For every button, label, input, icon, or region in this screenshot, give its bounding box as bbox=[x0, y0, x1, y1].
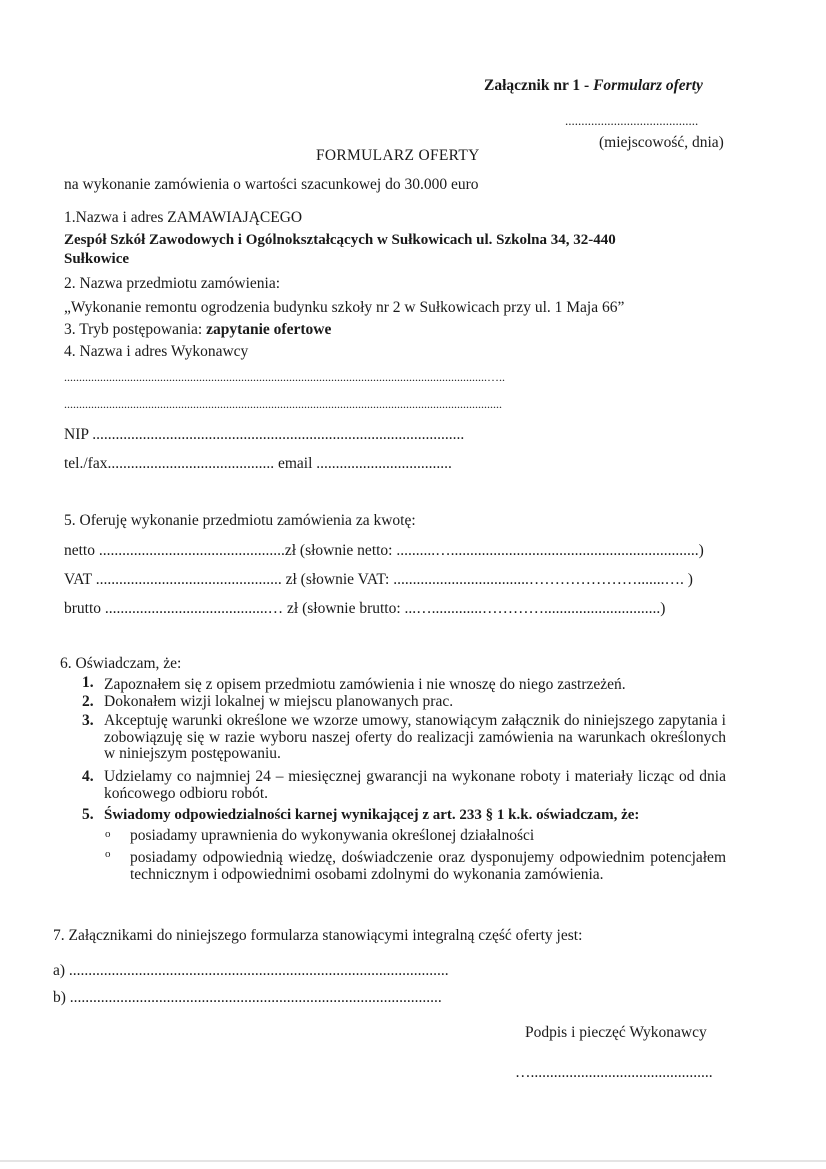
procedure-line bbox=[64, 321, 331, 339]
declaration-text: Udzielamy co najmniej 24 – miesięcznej gwarancji na wykonane roboty i materiały licząc od dnia końcowego odbioru robót. bbox=[104, 768, 726, 802]
form-subtitle: na wykonanie zamówienia o wartości szacunkowej do 30.000 euro bbox=[64, 176, 479, 193]
bullet-circle-icon: o bbox=[105, 828, 111, 840]
procedure-label: 3. Tryb postępowania: bbox=[64, 321, 207, 338]
bullet-circle-icon: o bbox=[105, 848, 111, 860]
signature-dots[interactable]: …............................................... bbox=[515, 1064, 713, 1081]
attachment-b-field[interactable]: b) ................................................................................................ bbox=[53, 989, 442, 1006]
bullet-text: posiadamy uprawnienia do wykonywania określonej działalności bbox=[130, 827, 535, 844]
client-name-line2: Sułkowice bbox=[64, 251, 130, 267]
declaration-text: Dokonałem wizji lokalnej w miejscu planowanych prac. bbox=[104, 693, 454, 710]
declaration-number: 5. bbox=[82, 806, 94, 823]
contractor-line-2[interactable]: .................................................................................................................................................. bbox=[64, 398, 502, 411]
form-title: FORMULARZ OFERTY bbox=[316, 147, 480, 164]
tel-email-field[interactable]: tel./fax........................................... email ................................... bbox=[64, 455, 452, 472]
place-date-dots: ......................................... bbox=[565, 114, 699, 128]
price-label: 5. Oferuję wykonanie przedmiotu zamówienia za kwotę: bbox=[64, 512, 416, 529]
procedure-value: zapytanie ofertowe bbox=[206, 321, 332, 338]
signature-label: Podpis i pieczęć Wykonawcy bbox=[525, 1024, 707, 1041]
declarations-label: 6. Oświadczam, że: bbox=[60, 655, 182, 672]
price-vat-field[interactable]: VAT ................................................ zł (słownie VAT: ...................................………………….......…. ) bbox=[64, 571, 693, 588]
nip-field[interactable]: NIP ................................................................................................ bbox=[64, 426, 465, 443]
declaration-number: 1. bbox=[82, 674, 94, 691]
declaration-text: Zapoznałem się z opisem przedmiotu zamówienia i nie wnoszę do niego zastrzeżeń. bbox=[104, 676, 626, 693]
declaration-number: 3. bbox=[82, 712, 94, 729]
contractor-line-1[interactable]: .............................................................................................................................................….. bbox=[64, 371, 505, 384]
attachment-a-field[interactable]: a) .................................................................................................. bbox=[53, 962, 449, 979]
annex-separator: - bbox=[580, 77, 594, 94]
bullet-text: posiadamy odpowiednią wiedzę, doświadczenie oraz dysponujemy odpowiednim potencjałem technicznym i odpowiednimi osobami zdolnymi do wykonania zamówienia. bbox=[130, 849, 726, 883]
attachments-label: 7. Załącznikami do niniejszego formularza stanowiącymi integralną część oferty jest: bbox=[53, 927, 583, 944]
declaration-text: Akceptuję warunki określone we wzorze umowy, stanowiącym załącznik do niniejszego zapytania i zobowiązuję się w razie wyboru naszej oferty do realizacji zamówienia na warunkach określonych w niniejszym postępowaniu. bbox=[104, 712, 726, 763]
annex-header bbox=[484, 77, 703, 95]
contractor-label: 4. Nazwa i adres Wykonawcy bbox=[64, 343, 249, 360]
client-name-line1: Zespół Szkół Zawodowych i Ogólnokształcących w Sułkowicach ul. Szkolna 34, 32-440 bbox=[64, 232, 616, 248]
declaration-text: Świadomy odpowiedzialności karnej wynikającej z art. 233 § 1 k.k. oświadczam, że: bbox=[104, 807, 640, 823]
subject-label: 2. Nazwa przedmiotu zamówienia: bbox=[64, 275, 281, 292]
annex-number: Załącznik nr 1 bbox=[484, 77, 581, 94]
subject-value: „Wykonanie remontu ogrodzenia budynku szkoły nr 2 w Sułkowicach przy ul. 1 Maja 66” bbox=[64, 299, 625, 316]
page-bottom-edge bbox=[0, 1160, 826, 1162]
client-label: 1.Nazwa i adres ZAMAWIAJĄCEGO bbox=[64, 209, 303, 226]
place-date-label: (miejscowość, dnia) bbox=[599, 134, 724, 151]
declaration-number: 4. bbox=[82, 768, 94, 785]
declaration-number: 2. bbox=[82, 693, 94, 710]
annex-title: Formularz oferty bbox=[593, 77, 703, 94]
price-brutto-field[interactable]: brutto ..........................................… zł (słownie brutto: ...….............…………..............................) bbox=[64, 600, 666, 617]
price-netto-field[interactable]: netto ................................................zł (słownie netto: ..........…................................................................) bbox=[64, 542, 704, 559]
